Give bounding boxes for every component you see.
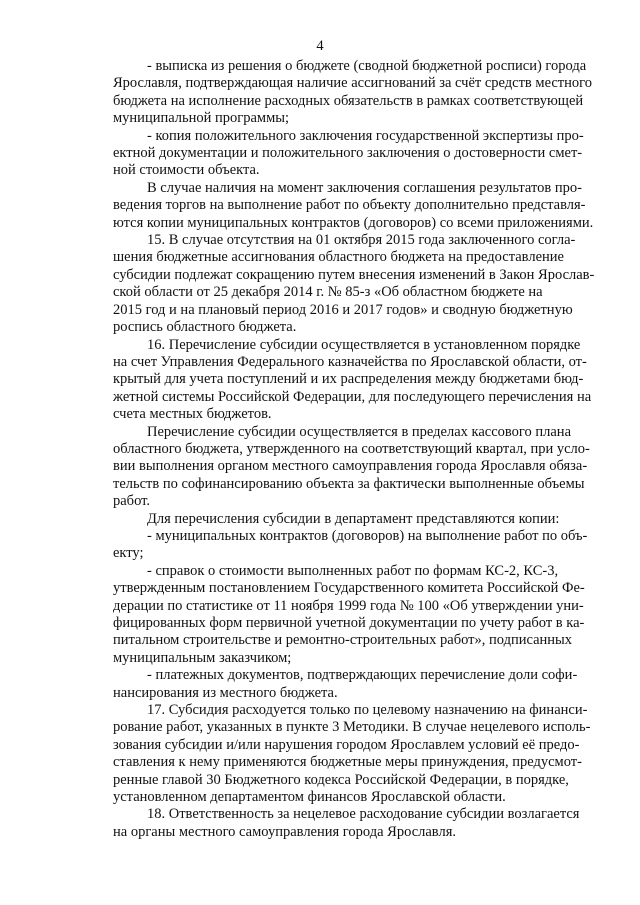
text-line: шения бюджетные ассигнования областного бюджета на предоставление (113, 249, 564, 266)
text-line: фицированных форм первичной учетной документации по учету работ в ка- (113, 615, 585, 631)
text-line: субсидии подлежат сокращению путем внесения изменений в Закон Ярослав- (113, 266, 595, 283)
document-body (113, 58, 595, 841)
text-line: - муниципальных контрактов (договоров) на выполнение работ по объ- (147, 527, 588, 544)
text-line: ставления к нему применяются бюджетные меры принуждения, предусмот- (113, 754, 582, 771)
text-line: 2015 год и на плановый период 2016 и 2017 годов» и сводную бюджетную (113, 301, 573, 318)
text-line: работ. (113, 493, 150, 510)
text-line: ются копии муниципальных контрактов (договоров) со всеми приложениями. (113, 214, 594, 231)
text-line: ведения торгов на выполнение работ по объекту дополнительно представля- (113, 197, 586, 214)
text-line: - копия положительного заключения государственной экспертизы про- (147, 127, 584, 144)
text-line: Ярославля, подтверждающая наличие ассигнований за счёт средств местного (113, 75, 592, 92)
text-line: - платежных документов, подтверждающих перечисление доли софи- (147, 667, 578, 684)
text-line: утвержденным постановлением Государственного комитета Российской Фе- (113, 580, 585, 597)
text-line: - выписка из решения о бюджете (сводной бюджетной росписи) города (147, 58, 587, 74)
text-line: зования субсидии и/или нарушения городом Ярославлем условий её предо- (113, 736, 580, 753)
text-line: 16. Перечисление субсидии осуществляется в установленном порядке (147, 336, 581, 353)
text-line: счета местных бюджетов. (113, 406, 272, 423)
text-line: муниципальной программы; (113, 110, 290, 127)
text-line: Для перечисления субсидии в департамент представляются копии: (147, 510, 560, 527)
text-line: жетной системы Российской Федерации, для последующего перечисления на (113, 388, 592, 405)
text-line: - справок о стоимости выполненных работ по формам КС-2, КС-3, (147, 562, 559, 579)
text-line: екту; (113, 545, 144, 562)
page-number: 4 (316, 38, 324, 54)
text-line: нансирования из местного бюджета. (113, 684, 338, 701)
text-line: областного бюджета, утвержденного на соответствующий квартал, при усло- (113, 440, 590, 457)
text-line: В случае наличия на момент заключения соглашения результатов про- (147, 179, 582, 196)
text-line: ектной документации и положительного заключения о достоверности смет- (113, 145, 583, 162)
text-line: тельств по софинансированию объекта за фактически выполненные объемы (113, 475, 585, 492)
text-line: на органы местного самоуправления города Ярославля. (113, 823, 456, 840)
text-line: 15. В случае отсутствия на 01 октября 2015 года заключенного согла- (147, 232, 576, 249)
text-line: установленном департаментом финансов Ярославской области. (113, 789, 506, 806)
text-line: крытый для учета поступлений и их распределения между бюджетами бюд- (113, 371, 584, 388)
text-line: муниципальным заказчиком; (113, 649, 292, 666)
text-line: на счет Управления Федерального казначейства по Ярославской области, от- (113, 353, 587, 370)
text-line: 18. Ответственность за нецелевое расходование субсидии возлагается (147, 806, 580, 823)
text-line: ской области от 25 декабря 2014 г. № 85-з «Об областном бюджете на (113, 284, 543, 301)
text-line: рование работ, указанных в пункте 3 Методики. В случае нецелевого исполь- (113, 719, 591, 736)
text-line: 17. Субсидия расходуется только по целевому назначению на финанси- (147, 702, 588, 719)
text-line: Перечисление субсидии осуществляется в пределах кассового плана (147, 423, 572, 440)
text-line: питальном строительстве и ремонтно-строительных работ», подписанных (113, 632, 573, 649)
text-line: ренные главой 30 Бюджетного кодекса Российской Федерации, в порядке, (113, 771, 569, 788)
text-line: дерации по статистике от 11 ноября 1999 года № 100 «Об утверждении уни- (113, 597, 584, 614)
text-line: бюджета на исполнение расходных обязательств в рамках соответствующей (113, 92, 584, 109)
text-line: вии выполнения органом местного самоуправления города Ярославля обяза- (113, 458, 588, 475)
text-line: роспись областного бюджета. (113, 319, 297, 336)
text-line: ной стоимости объекта. (113, 162, 260, 179)
